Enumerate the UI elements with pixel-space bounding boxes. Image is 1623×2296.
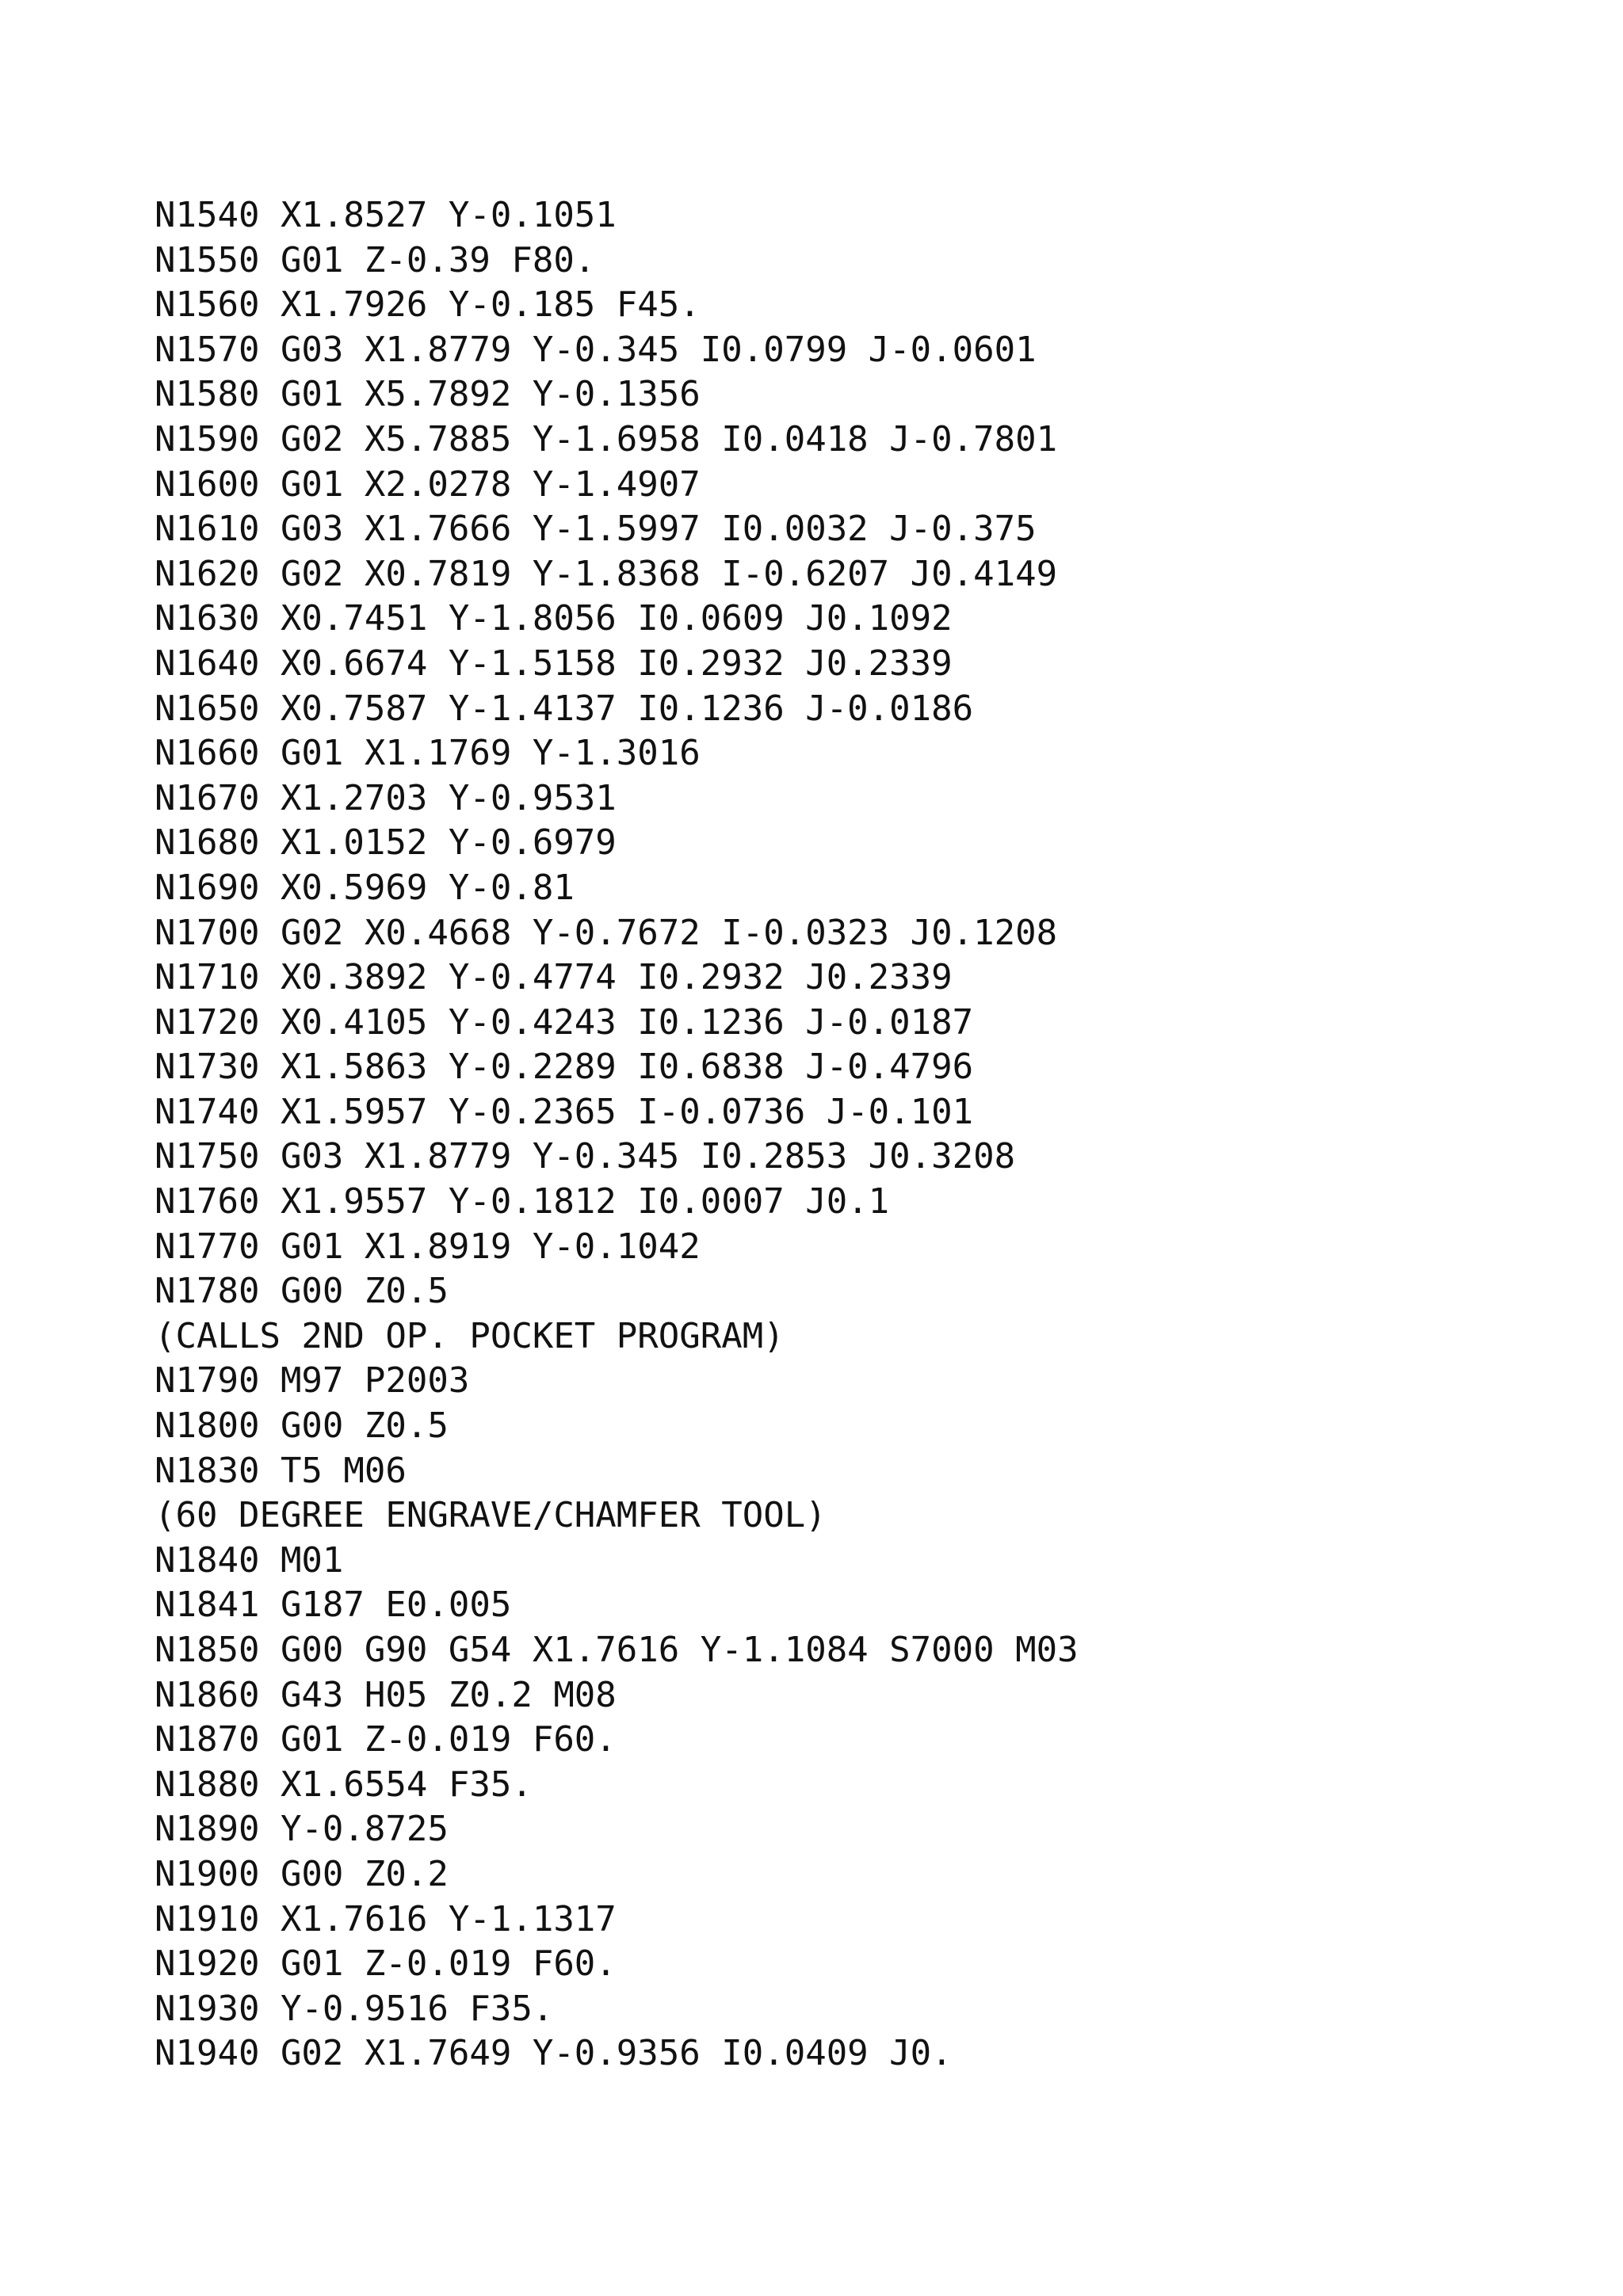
code-line: N1600 G01 X2.0278 Y-1.4907 xyxy=(155,463,701,505)
gcode-listing xyxy=(155,193,1079,2077)
code-line: N1590 G02 X5.7885 Y-1.6958 I0.0418 J-0.7801 xyxy=(155,418,1058,460)
code-line: N1840 M01 xyxy=(155,1539,344,1581)
code-line: N1760 X1.9557 Y-0.1812 I0.0007 J0.1 xyxy=(155,1181,890,1222)
comment-line: (60 DEGREE ENGRAVE/CHAMFER TOOL) xyxy=(155,1495,827,1536)
code-line: N1680 X1.0152 Y-0.6979 xyxy=(155,822,617,864)
code-line: N1790 M97 P2003 xyxy=(155,1360,470,1402)
code-line: N1780 G00 Z0.5 xyxy=(155,1271,449,1312)
code-line: N1850 G00 G90 G54 X1.7616 Y-1.1084 S7000 M03 xyxy=(155,1630,1079,1670)
code-line: N1660 G01 X1.1769 Y-1.3016 xyxy=(155,733,701,774)
code-line: N1860 G43 H05 Z0.2 M08 xyxy=(155,1674,617,1715)
code-line: N1830 T5 M06 xyxy=(155,1450,407,1491)
code-line: N1710 X0.3892 Y-0.4774 I0.2932 J0.2339 xyxy=(155,957,953,998)
code-line: N1841 G187 E0.005 xyxy=(155,1585,512,1626)
code-line: N1670 X1.2703 Y-0.9531 xyxy=(155,777,617,818)
code-line: N1910 X1.7616 Y-1.1317 xyxy=(155,1898,617,1939)
code-line: N1800 G00 Z0.5 xyxy=(155,1405,449,1447)
code-line: N1610 G03 X1.7666 Y-1.5997 I0.0032 J-0.375 xyxy=(155,509,1037,550)
comment-line: (CALLS 2ND OP. POCKET PROGRAM) xyxy=(155,1315,785,1356)
code-line: N1770 G01 X1.8919 Y-0.1042 xyxy=(155,1226,701,1267)
code-line: N1890 Y-0.8725 xyxy=(155,1809,449,1850)
code-line: N1880 X1.6554 F35. xyxy=(155,1764,533,1805)
code-line: N1560 X1.7926 Y-0.185 F45. xyxy=(155,284,701,326)
code-line: N1750 G03 X1.8779 Y-0.345 I0.2853 J0.3208 xyxy=(155,1136,1016,1177)
code-line: N1940 G02 X1.7649 Y-0.9356 I0.0409 J0. xyxy=(155,2033,953,2074)
code-line: N1720 X0.4105 Y-0.4243 I0.1236 J-0.0187 xyxy=(155,1001,974,1043)
code-line: N1650 X0.7587 Y-1.4137 I0.1236 J-0.0186 xyxy=(155,688,974,729)
code-line: N1730 X1.5863 Y-0.2289 I0.6838 J-0.4796 xyxy=(155,1047,974,1088)
code-line: N1620 G02 X0.7819 Y-1.8368 I-0.6207 J0.4149 xyxy=(155,553,1058,594)
code-line: N1570 G03 X1.8779 Y-0.345 I0.0799 J-0.0601 xyxy=(155,329,1037,370)
code-line: N1640 X0.6674 Y-1.5158 I0.2932 J0.2339 xyxy=(155,643,953,684)
code-line: N1740 X1.5957 Y-0.2365 I-0.0736 J-0.101 xyxy=(155,1091,974,1132)
code-line: N1930 Y-0.9516 F35. xyxy=(155,1988,554,2029)
code-line: N1870 G01 Z-0.019 F60. xyxy=(155,1719,617,1760)
code-line: N1900 G00 Z0.2 xyxy=(155,1853,449,1894)
code-line: N1630 X0.7451 Y-1.8056 I0.0609 J0.1092 xyxy=(155,598,953,639)
code-line: N1920 G01 Z-0.019 F60. xyxy=(155,1943,617,1985)
code-line: N1700 G02 X0.4668 Y-0.7672 I-0.0323 J0.1208 xyxy=(155,912,1058,953)
code-line: N1540 X1.8527 Y-0.1051 xyxy=(155,195,617,235)
code-line: N1580 G01 X5.7892 Y-0.1356 xyxy=(155,374,701,415)
code-line: N1690 X0.5969 Y-0.81 xyxy=(155,867,575,908)
code-line: N1550 G01 Z-0.39 F80. xyxy=(155,239,596,280)
